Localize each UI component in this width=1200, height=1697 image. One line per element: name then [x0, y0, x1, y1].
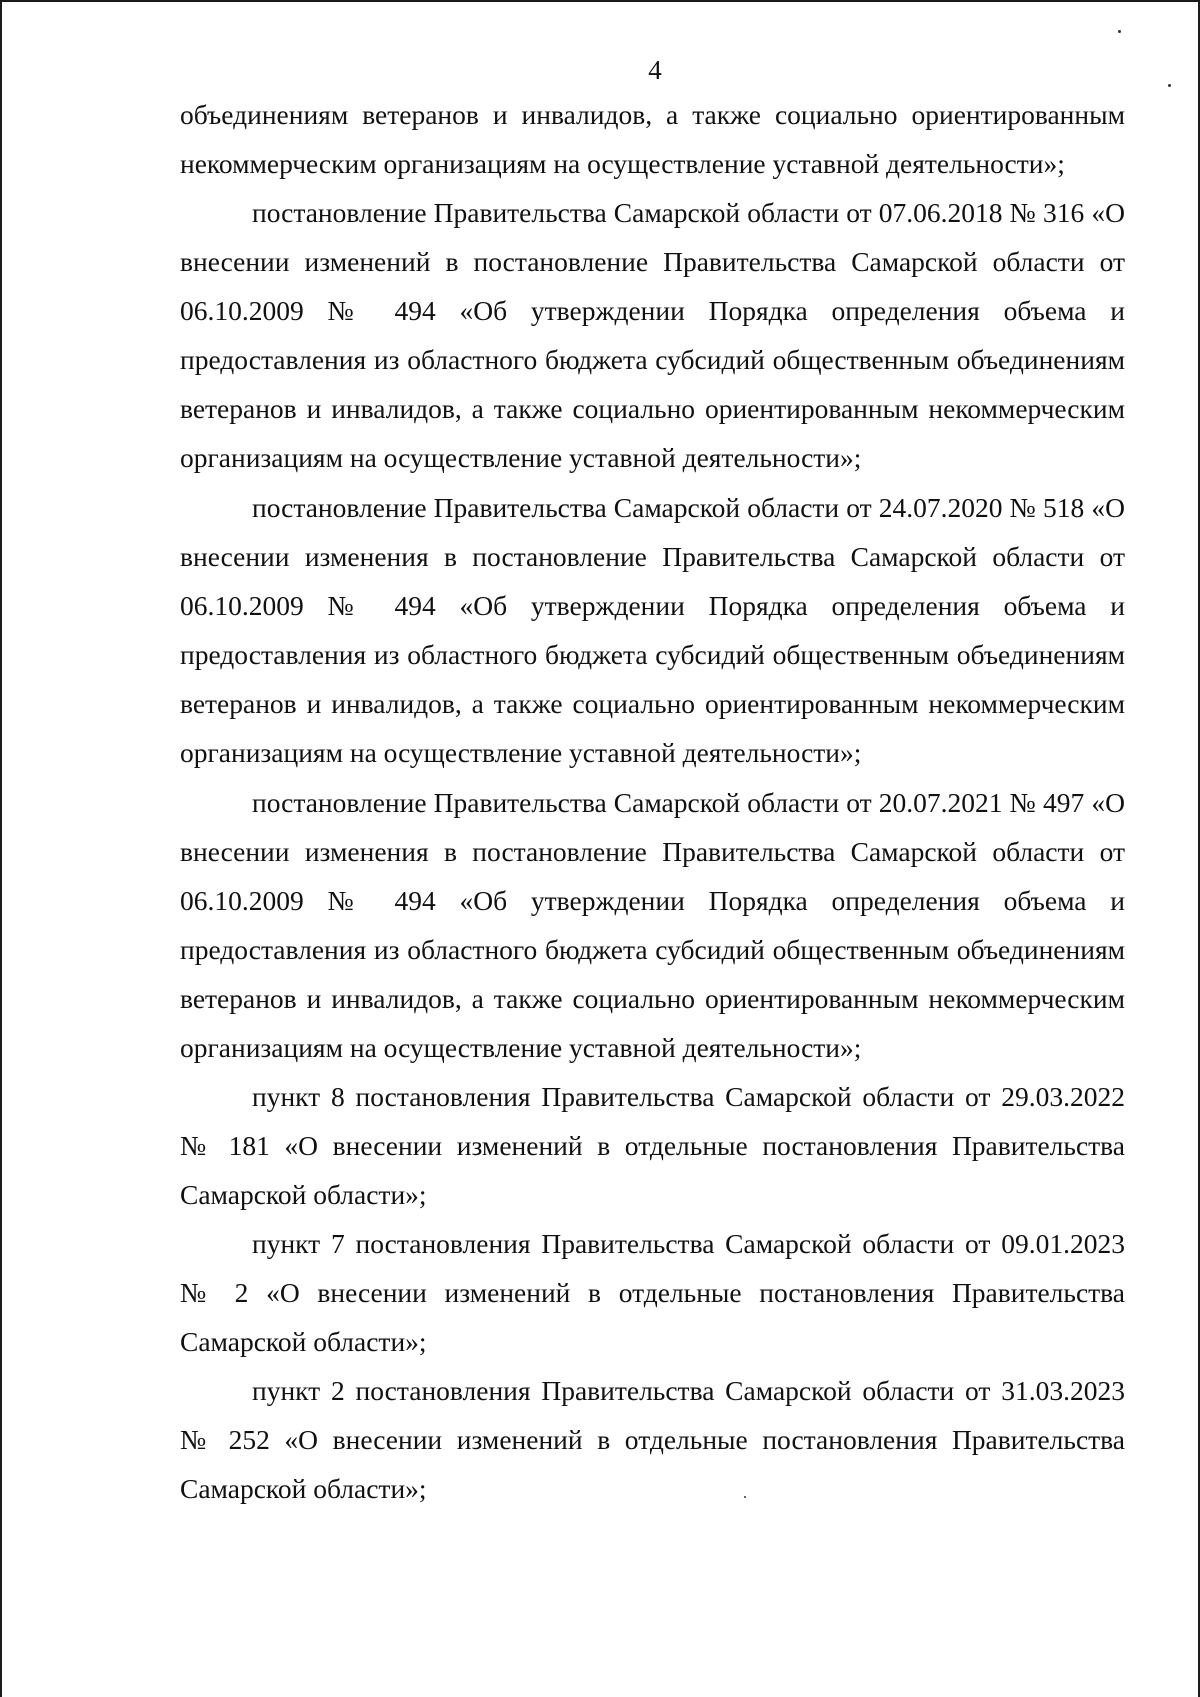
document-body-6 — [180, 1366, 1125, 1513]
scan-edge-left — [0, 0, 2, 1697]
scan-speck — [1118, 30, 1121, 33]
document-body-2 — [180, 483, 1125, 777]
list-item-paragraph-1: постановление Правительства Самарской области от 07.06.2018 № 316 «О внесении изменений в постановление Правительства Самарской области от 06.10.2009 № 494 «Об утверждении Порядка определения объема и предоставления из областного бюджета субсидий общественным объединениям ветеранов и инвалидов, а также социально ориентированным некоммерческим организациям на осуществление уставной деятельности»; — [180, 197, 1125, 473]
list-item-paragraph-2: постановление Правительства Самарской области от 24.07.2020 № 518 «О внесении изменения в постановление Правительства Самарской области от 06.10.2009 № 494 «Об утверждении Порядка определения объема и предоставления из областного бюджета субсидий общественным объединениям ветеранов и инвалидов, а также социально ориентированным некоммерческим организациям на осуществление уставной деятельности»; — [180, 492, 1125, 768]
document-body-3 — [180, 778, 1125, 1072]
continuation-paragraph: объединениям ветеранов и инвалидов, а также социально ориентированным некоммерческим организациям на осуществление уставной деятельности»; — [180, 99, 1125, 179]
document-body-4 — [180, 1072, 1125, 1219]
scan-edge-top — [0, 0, 1200, 2]
document-body-5 — [180, 1219, 1125, 1366]
document-body — [180, 90, 1125, 482]
list-item-paragraph-5: пункт 7 постановления Правительства Самарской области от 09.01.2023 № 2 «О внесении изменений в отдельные постановления Правительства Самарской области»; — [180, 1228, 1125, 1357]
list-item-paragraph-6: пункт 2 постановления Правительства Самарской области от 31.03.2023 № 252 «О внесении изменений в отдельные постановления Правительства Самарской области»; — [180, 1375, 1125, 1504]
list-item-paragraph-3: постановление Правительства Самарской области от 20.07.2021 № 497 «О внесении изменения в постановление Правительства Самарской области от 06.10.2009 № 494 «Об утверждении Порядка определения объема и предоставления из областного бюджета субсидий общественным объединениям ветеранов и инвалидов, а также социально ориентированным некоммерческим организациям на осуществление уставной деятельности»; — [180, 787, 1125, 1063]
list-item-paragraph-4: пункт 8 постановления Правительства Самарской области от 29.03.2022 № 181 «О внесении изменений в отдельные постановления Правительства Самарской области»; — [180, 1081, 1125, 1210]
page-number: 4 — [648, 55, 662, 85]
